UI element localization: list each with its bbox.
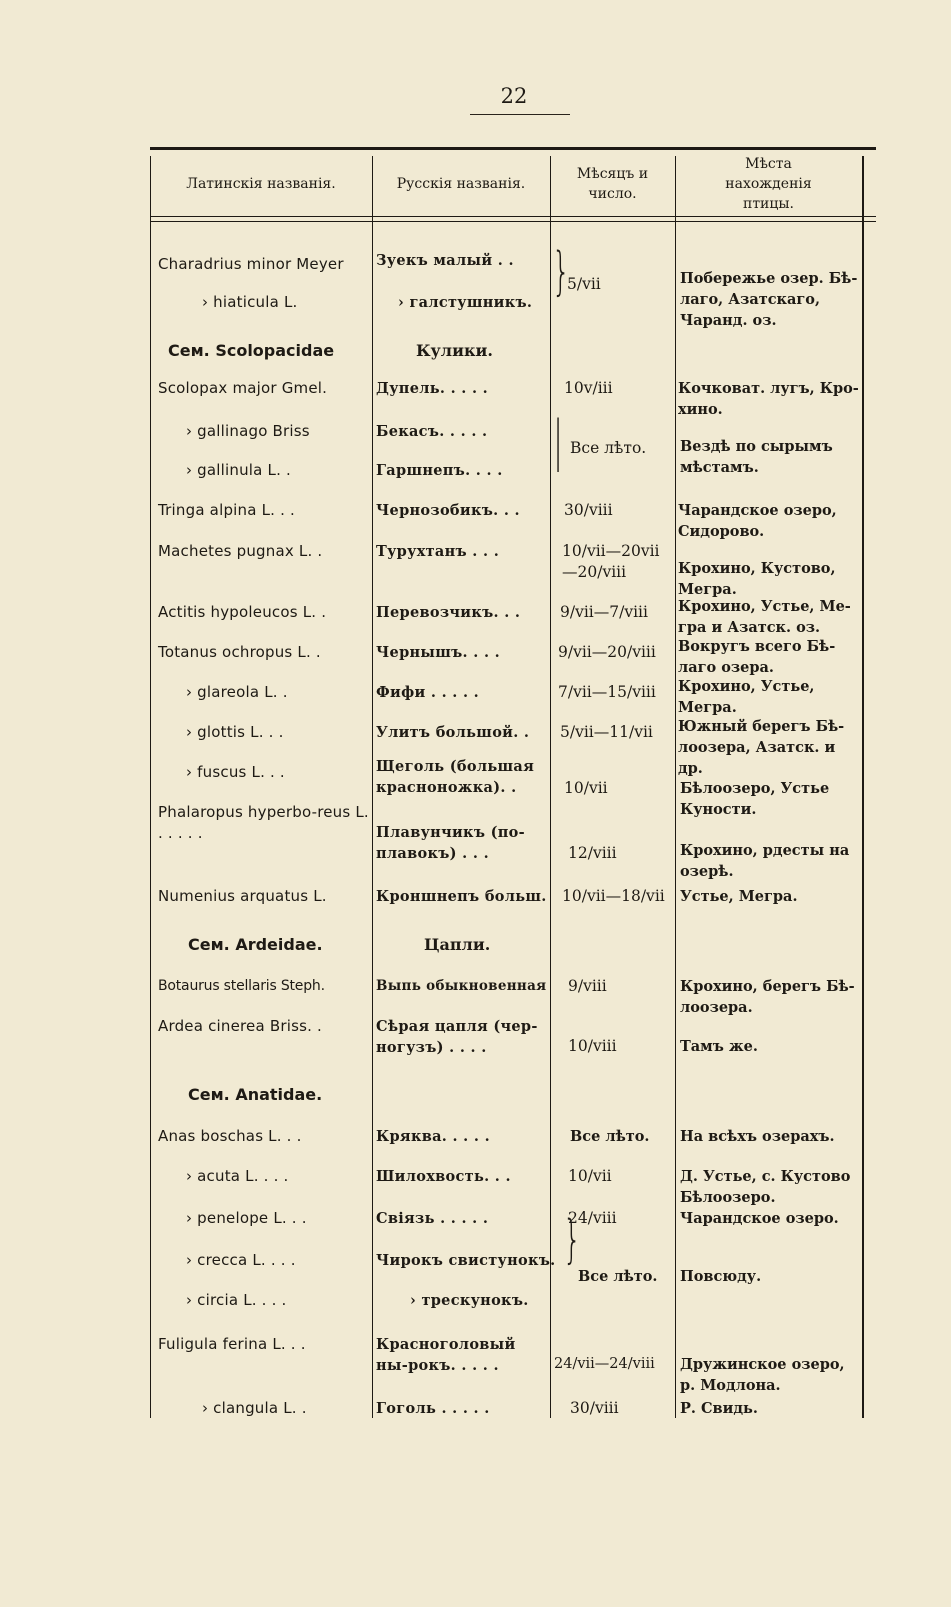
right-brace: }	[563, 1210, 582, 1270]
header-latin: Латинскія названія.	[186, 176, 336, 192]
place-value: Чарандское озеро.	[680, 1210, 839, 1227]
latin-name: › penelope L. . .	[186, 1209, 307, 1227]
date-value: 12/viii	[568, 844, 617, 862]
russian-name: Дупель. . . . .	[376, 380, 489, 397]
column-divider	[372, 156, 373, 1418]
latin-name: › glottis L. . .	[186, 723, 284, 741]
date-value: 30/viii	[564, 501, 613, 519]
family-russian: Кулики.	[416, 341, 493, 360]
russian-name: Бекасъ. . . . .	[376, 423, 488, 440]
date-value: Все лѣто.	[570, 439, 647, 457]
date-value: 10/vii	[564, 779, 608, 797]
date-value: 30/viii	[570, 1399, 619, 1417]
russian-name: Плавунчикъ (по-плавокъ) . . .	[376, 824, 525, 862]
bracket-mark: |	[553, 409, 564, 472]
russian-name: Гаршнепъ. . . .	[376, 462, 503, 479]
date-value: Все лѣто.	[570, 1128, 650, 1145]
header-rule	[150, 216, 876, 222]
place-value: Побережье озер. Бѣ-лаго, Азатскаго, Чаранд. оз.	[680, 270, 858, 329]
place-value: Крохино, рдесты на озерѣ.	[680, 842, 850, 880]
date-value: 5/vii—11/vii	[560, 723, 653, 741]
latin-name: Ardea cinerea Briss. .	[158, 1017, 323, 1035]
place-value: Кочковат. лугъ, Кро-хино.	[678, 380, 859, 418]
russian-name: Свіязь . . . . .	[376, 1210, 489, 1227]
place-value: Крохино, берегъ Бѣ-лоозера.	[680, 978, 855, 1016]
latin-name: Numenius arquatus L.	[158, 887, 327, 905]
russian-name: Кроншнепъ больш.	[376, 888, 547, 905]
latin-name: Actitis hypoleucos L. .	[158, 603, 327, 621]
page-number: 22	[500, 84, 528, 108]
place-value: Чарандское озеро, Сидорово.	[678, 502, 837, 540]
latin-name: Phalaropus hyperbo-reus L. . . . . .	[158, 803, 369, 842]
place-value: Повсюду.	[680, 1268, 762, 1285]
family-russian: Цапли.	[424, 935, 491, 954]
species-table	[150, 147, 876, 1418]
russian-name: › трескунокъ.	[410, 1292, 529, 1309]
latin-name: › acuta L. . . .	[186, 1167, 289, 1185]
page-number-rule	[470, 114, 570, 115]
date-value: 9/vii—7/viii	[560, 603, 648, 621]
place-value: Р. Свидь.	[680, 1400, 758, 1417]
place-value: Д. Устье, с. Кустово Бѣлоозеро.	[680, 1168, 851, 1206]
russian-name: Зуекъ малый . .	[376, 252, 514, 269]
latin-name: Scolopax major Gmel.	[158, 379, 328, 397]
latin-name: Totanus ochropus L. .	[158, 643, 321, 661]
family-latin: Сем. Ardeidae.	[188, 935, 323, 954]
russian-name: Шилохвость. . .	[376, 1168, 511, 1185]
russian-name: › галстушникъ.	[398, 294, 533, 311]
place-value: На всѣхъ озерахъ.	[680, 1128, 835, 1145]
russian-name: Красноголовый ны-рокъ. . . . .	[376, 1336, 516, 1374]
family-latin: Сем. Anatidae.	[188, 1085, 323, 1104]
latin-name: › fuscus L. . .	[186, 763, 285, 781]
latin-name: › circia L. . . .	[186, 1291, 287, 1309]
latin-name: Machetes pugnax L. .	[158, 542, 323, 560]
date-value: 10/vii—18/vii	[562, 887, 665, 905]
place-value: Вокругъ всего Бѣ-лаго озера.	[678, 638, 836, 676]
russian-name: Чернышъ. . . .	[376, 644, 500, 661]
place-value: Крохино, Устье, Мегра.	[678, 678, 815, 716]
russian-name: Выпь обыкновенная	[376, 978, 547, 994]
family-latin: Сем. Scolopacidae	[168, 341, 335, 360]
date-value: 24/vii—24/viii	[554, 1356, 655, 1372]
header-place: Мѣста нахожденія птицы.	[725, 156, 812, 212]
date-value: 7/vii—15/viii	[558, 683, 656, 701]
place-value: Дружинское озеро, р. Модлона.	[680, 1356, 845, 1394]
latin-name: › clangula L. .	[202, 1399, 307, 1417]
latin-name: › gallinago Briss	[186, 422, 310, 440]
russian-name: Сѣрая цапля (чер-ногузъ) . . . .	[376, 1018, 538, 1056]
column-divider	[150, 156, 151, 1418]
date-value: 10v/iii	[564, 379, 613, 397]
date-value: 10/viii	[568, 1037, 617, 1055]
date-value: 10/vii—20vii —20/viii	[562, 542, 660, 581]
russian-name: Щеголь (большая красноножка). .	[376, 758, 535, 796]
russian-name: Кряква. . . . .	[376, 1128, 490, 1145]
russian-name: Гоголь . . . . .	[376, 1400, 490, 1417]
place-value: Южный берегъ Бѣ-лоозера, Азатск. и др.	[678, 718, 845, 777]
russian-name: Турухтанъ . . .	[376, 543, 500, 560]
column-divider	[675, 156, 676, 1418]
russian-name: Улитъ большой. .	[376, 724, 530, 741]
russian-name: Фифи . . . . .	[376, 684, 480, 701]
latin-name: Fuligula ferina L. . .	[158, 1335, 306, 1353]
date-value: 24/viii	[568, 1209, 617, 1227]
latin-name: › crecca L. . . .	[186, 1251, 296, 1269]
place-value: Крохино, Устье, Ме-гра и Азатск. оз.	[678, 598, 851, 636]
place-value: Бѣлоозеро, Устье Куности.	[680, 780, 830, 818]
latin-name: Botaurus stellaris Steph.	[158, 978, 325, 994]
latin-name: Anas boschas L. . .	[158, 1127, 302, 1145]
place-value: Устье, Мегра.	[680, 888, 798, 905]
russian-name: Чирокъ свистунокъ.	[376, 1252, 556, 1269]
right-brace: }	[552, 242, 571, 302]
russian-name: Чернозобикъ. . .	[376, 502, 520, 519]
date-value: Все лѣто.	[578, 1268, 658, 1285]
place-value: Вездѣ по сырымъ мѣстамъ.	[680, 438, 833, 476]
date-value: 9/vii—20/viii	[558, 643, 656, 661]
column-divider	[862, 156, 864, 1418]
latin-name: Charadrius minor Meyer	[158, 255, 344, 273]
column-divider	[550, 156, 551, 1418]
place-value: Тамъ же.	[680, 1038, 758, 1055]
latin-name: › hiaticula L.	[202, 293, 298, 311]
latin-name: › glareola L. .	[186, 683, 288, 701]
place-value: Крохино, Кустово, Мегра.	[678, 560, 836, 598]
header-russian: Русскія названія.	[396, 176, 526, 192]
latin-name: Tringa alpina L. . .	[158, 501, 295, 519]
date-value: 9/viii	[568, 977, 607, 995]
russian-name: Перевозчикъ. . .	[376, 604, 521, 621]
date-value: 10/vii	[568, 1167, 612, 1185]
header-date: Мѣсяцъ и число.	[576, 166, 649, 202]
date-value: 5/vii	[567, 275, 601, 293]
latin-name: › gallinula L. .	[186, 461, 291, 479]
